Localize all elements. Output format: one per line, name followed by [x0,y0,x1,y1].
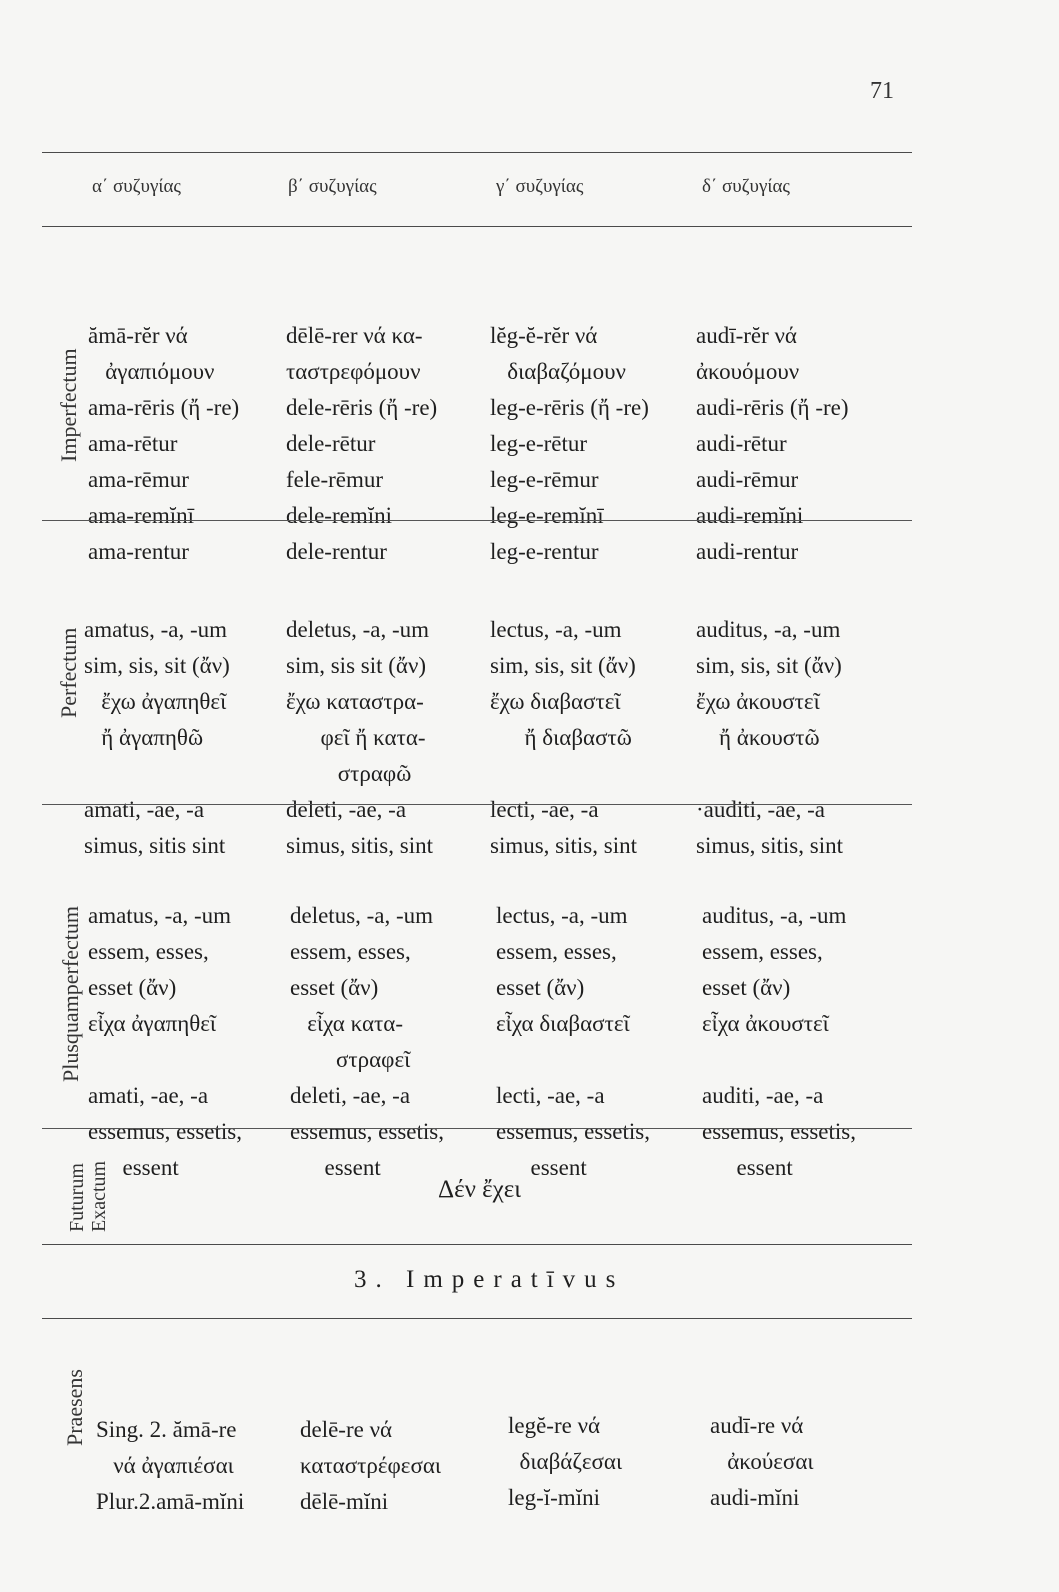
header-conj-2: β΄ συζυγίας [288,176,377,197]
perfectum-col-2: deletus, -a, -um sim, sis sit (ἄν) ἔχω καταστρα- φεῖ ἤ κατα- στραφῶ deleti, -ae, -a simus, sitis, sint [286,617,433,858]
imperfectum-col-2: dēlē-rer νά κα- ταστρεφόμουν dele-rēris (ἤ -re) dele-rētur fele-rēmur dele-remĭni dele-rentur [286,323,438,564]
futurum-exactum-text: Δέν ἔχει [438,1176,521,1203]
header-conj-3: γ΄ συζυγίας [496,176,584,197]
plusquamperfectum-col-2: deletus, -a, -um essem, esses, esset (ἄν) εἶχα κατα- στραφεῖ deleti, -ae, -a essemus, essetis, essent [290,903,444,1180]
rule-after-imperativus-title [42,1318,912,1319]
header-conj-4: δ΄ συζυγίας [702,176,790,197]
page-number: 71 [870,78,894,104]
imperfectum-col-4: audī-rĕr νά ἀκουόμουν audi-rēris (ἤ -re) audi-rētur audi-rēmur audi-remĭni audi-rentur [696,323,849,564]
imperfectum-col-3: lĕg-ĕ-rĕr νά διαβαζόμουν leg-e-rēris (ἤ -re) leg-e-rētur leg-e-rēmur leg-e-remĭnī leg-e-rentur [490,323,649,564]
praesens-col-4: audī-re νά ἀκούεσαι audi-mĭni [710,1413,814,1510]
label-praesens: Praesens [62,1369,87,1446]
plusquamperfectum-col-1: amatus, -a, -um essem, esses, esset (ἄν) εἶχα ἀγαπηθεῖ amati, -ae, -a essemus, essetis, essent [88,903,242,1180]
top-rule [42,152,912,153]
praesens-col-3: legĕ-re νά διαβάζεσαι leg-ĭ-mĭni [508,1413,623,1510]
perfectum-col-1: amatus, -a, -um sim, sis, sit (ἄν) ἔχω ἀγαπηθεῖ ἤ ἀγαπηθῶ amati, -ae, -a simus, sitis sint [84,617,230,858]
header-conj-1: α΄ συζυγίας [92,176,181,197]
label-imperfectum: Imperfectum [56,348,81,462]
praesens-col-1: Sing. 2. ămā-re νά ἀγαπιέσαι Plur.2.amā-mĭni [96,1417,245,1514]
imperfectum-col-1: ămā-rĕr νά ἀγαπιόμουν ama-rēris (ἤ -re) ama-rētur ama-rēmur ama-remĭnī ama-rentur [88,323,240,564]
rule-after-plusquamperfectum [42,1128,912,1129]
praesens-col-2: delē-re νά καταστρέφεσαι dēlē-mĭni [300,1417,442,1514]
rule-before-imperativus [42,1244,912,1245]
perfectum-col-3: lectus, -a, -um sim, sis, sit (ἄν) ἔχω διαβαστεῖ ἤ διαβαστῶ lecti, -ae, -a simus, sitis, sint [490,617,637,858]
label-futurum-exactum: Futurum Exactum [66,1160,110,1232]
imperativus-title: 3. Imperatīvus [354,1266,625,1293]
rule-after-imperfectum [42,520,912,521]
plusquamperfectum-col-3: lectus, -a, -um essem, esses, esset (ἄν) εἶχα διαβαστεῖ lecti, -ae, -a essemus, essetis, essent [496,903,650,1180]
perfectum-col-4: auditus, -a, -um sim, sis, sit (ἄν) ἔχω ἀκουστεῖ ἤ ἀκουστῶ ·auditi, -ae, -a simus, sitis, sint [696,617,843,858]
header-rule [42,226,912,227]
label-perfectum: Perfectum [56,627,81,718]
plusquamperfectum-col-4: auditus, -a, -um essem, esses, esset (ἄν) εἶχα ἀκουστεῖ auditi, -ae, -a essemus, essetis, essent [702,903,856,1180]
rule-after-perfectum [42,804,912,805]
label-plusquamperfectum: Plusquamperfectum [58,906,83,1082]
